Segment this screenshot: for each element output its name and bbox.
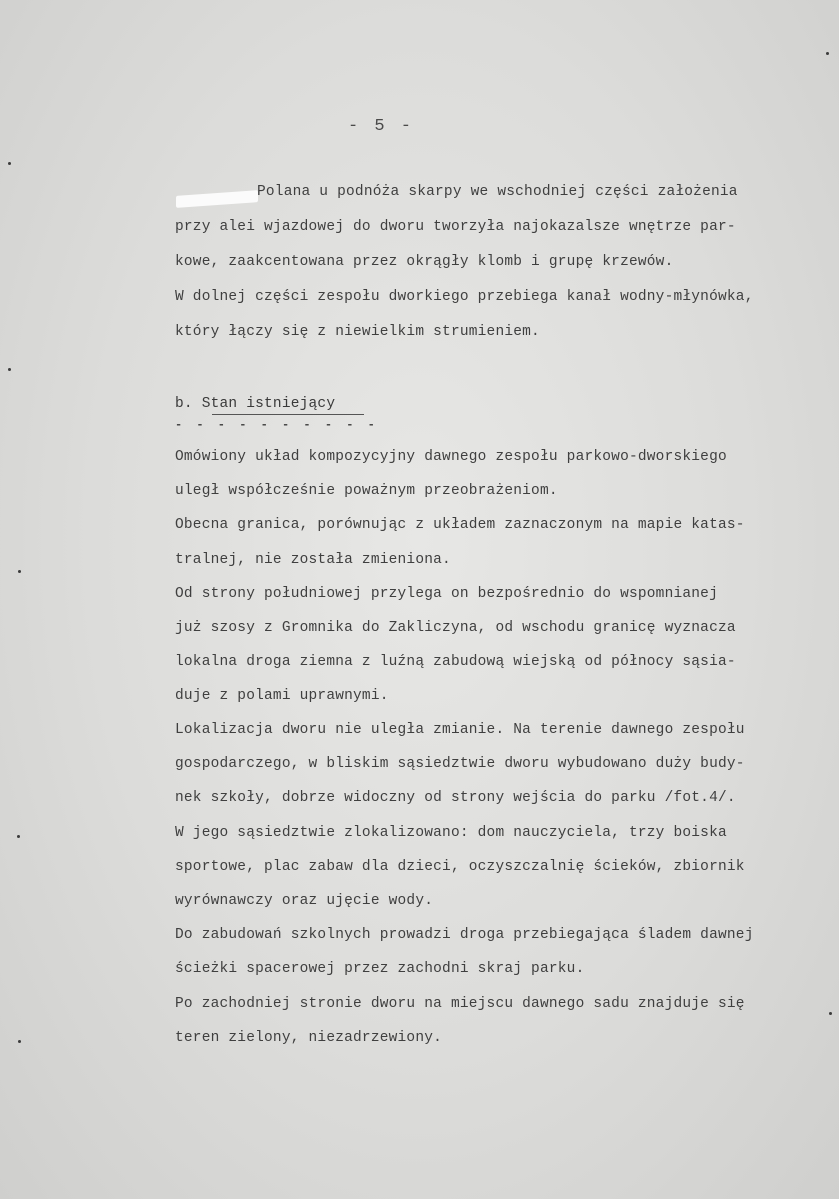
text-line: gospodarczego, w bliskim sąsiedztwie dworu wybudowano duży budy- (175, 756, 745, 772)
text-line: duje z polami uprawnymi. (175, 688, 389, 704)
text-line: nek szkoły, dobrze widoczny od strony wejścia do parku /fot.4/. (175, 790, 736, 806)
heading-dashes: - - - - - - - - - - (175, 418, 379, 432)
text-line: teren zielony, niezadrzewiony. (175, 1030, 443, 1046)
margin-mark (8, 368, 11, 371)
text-line: Od strony południowej przylega on bezpośrednio do wspomnianej (175, 586, 718, 602)
section-heading (175, 396, 335, 412)
text-line: Lokalizacja dworu nie uległa zmianie. Na terenie dawnego zespołu (175, 722, 745, 738)
text-line: kowe, zaakcentowana przez okrągły klomb i grupę krzewów. (175, 254, 674, 270)
page-number: - 5 - (348, 117, 415, 136)
text-line: Po zachodniej stronie dworu na miejscu dawnego sadu znajduje się (175, 996, 745, 1012)
text-line: sportowe, plac zabaw dla dzieci, oczyszczalnię ścieków, zbiornik (175, 859, 745, 875)
margin-mark (826, 52, 829, 55)
text-line: wyrównawczy oraz ujęcie wody. (175, 893, 434, 909)
text-line: W dolnej części zespołu dworkiego przebiega kanał wodny-młynówka, (175, 289, 754, 305)
text-line: uległ współcześnie poważnym przeobrażeniom. (175, 483, 558, 499)
text-line: przy alei wjazdowej do dworu tworzyła najokazalsze wnętrze par- (175, 219, 736, 235)
text-line: Do zabudowań szkolnych prowadzi droga przebiegająca śladem dawnej (175, 927, 754, 943)
redaction-mark (176, 190, 258, 208)
section-heading-title: Stan istniejący (201, 396, 336, 412)
text-line: który łączy się z niewielkim strumieniem. (175, 324, 540, 340)
margin-mark (18, 570, 21, 573)
margin-mark (8, 162, 11, 165)
margin-mark (17, 835, 20, 838)
section-heading-prefix: b. (175, 396, 193, 412)
text-line: tralnej, nie została zmieniona. (175, 552, 451, 568)
text-line: lokalna droga ziemna z luźną zabudową wiejską od północy sąsia- (175, 654, 736, 670)
heading-underline (212, 414, 364, 415)
margin-mark (829, 1012, 832, 1015)
text-line: ścieżki spacerowej przez zachodni skraj parku. (175, 961, 585, 977)
text-line: Polana u podnóża skarpy we wschodniej części założenia (257, 184, 738, 200)
text-line: Omówiony układ kompozycyjny dawnego zespołu parkowo-dworskiego (175, 449, 727, 465)
text-line: W jego sąsiedztwie zlokalizowano: dom nauczyciela, trzy boiska (175, 825, 727, 841)
text-line: Obecna granica, porównując z układem zaznaczonym na mapie katas- (175, 517, 745, 533)
text-line: już szosy z Gromnika do Zakliczyna, od wschodu granicę wyznacza (175, 620, 736, 636)
margin-mark (18, 1040, 21, 1043)
